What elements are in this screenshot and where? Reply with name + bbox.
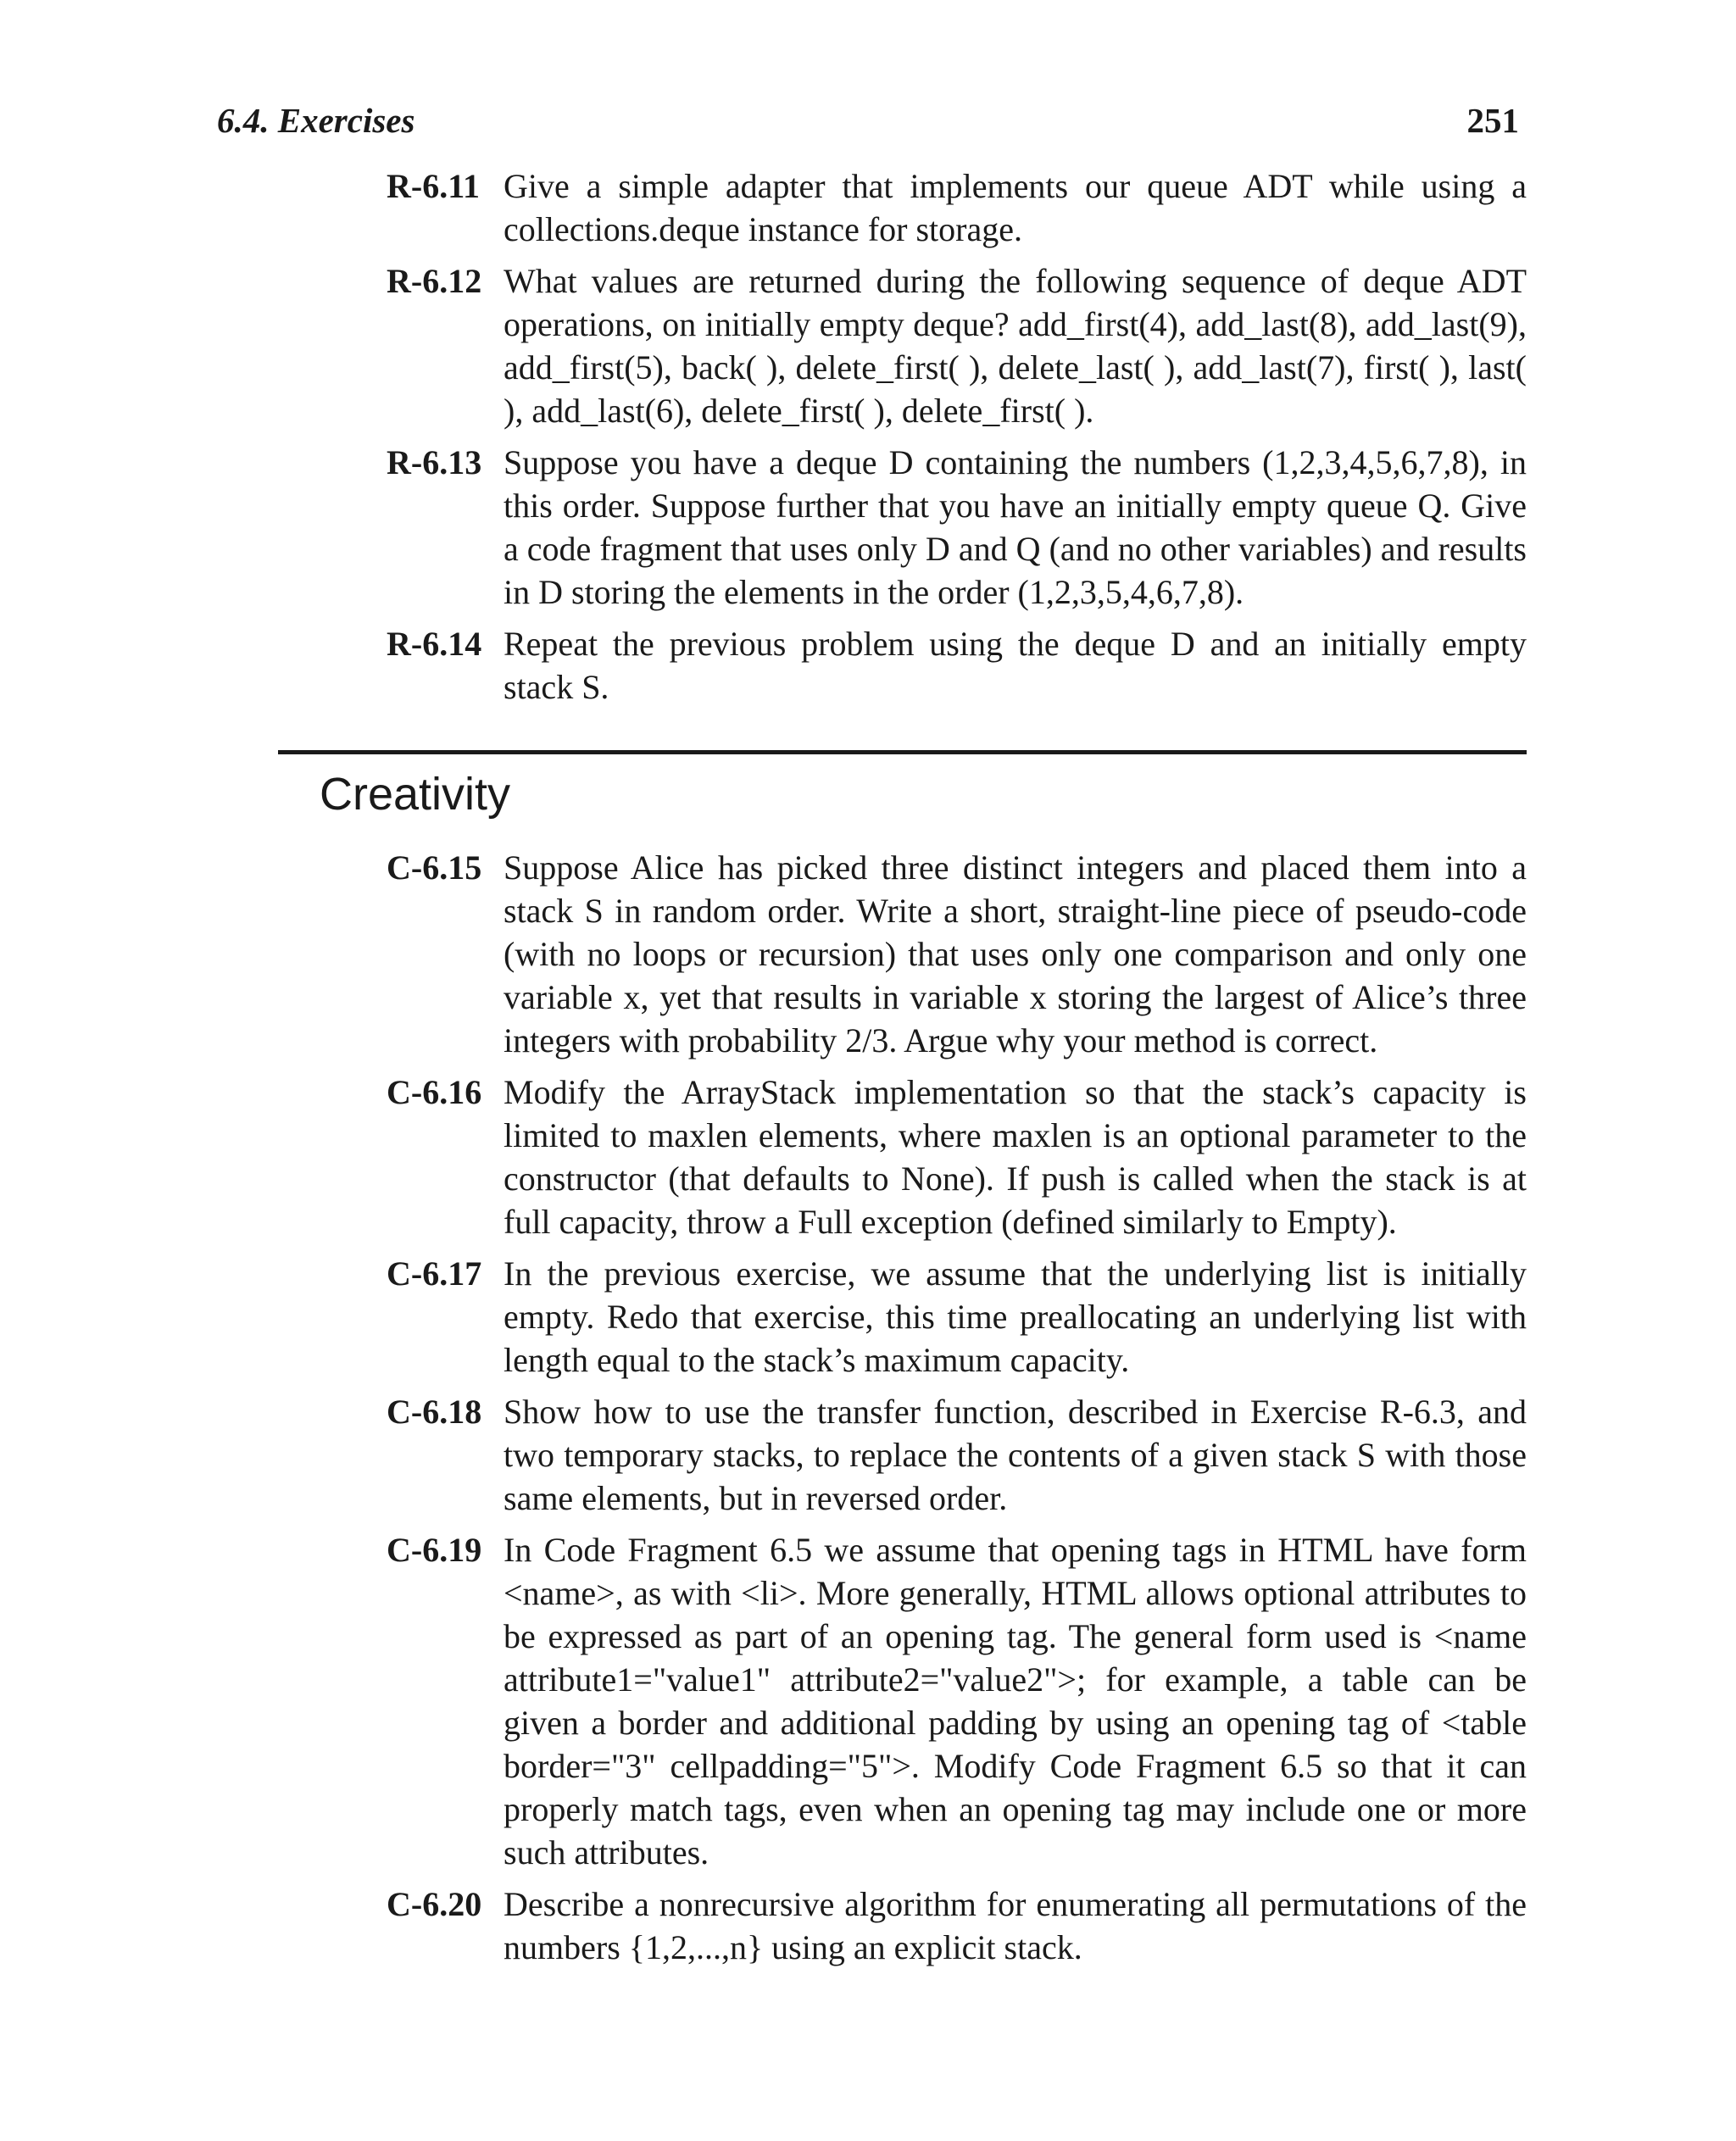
exercise-text: Suppose Alice has picked three distinct integers and placed them into a stack S in random order. Write a short, straight-line piece of pseudo-code (with no loops or recursion) that uses only one comparison and only one variable x, yet that results in variable x storing the largest of Alice’s three integers with probability 2/3. Argue why your method is correct. (504, 848, 1527, 1059)
exercise-label: R-6.11 (387, 167, 480, 205)
exercise-item (387, 259, 1527, 432)
exercise-text: Repeat the previous problem using the deque D and an initially empty stack S. (504, 625, 1527, 706)
exercise-item (387, 1070, 1527, 1243)
exercise-item (387, 1390, 1527, 1520)
exercise-label: C-6.18 (387, 1393, 482, 1431)
section-title: 6.4. Exercises (217, 101, 415, 140)
exercise-item (387, 1882, 1527, 1969)
exercise-label: C-6.15 (387, 848, 482, 887)
section-divider (278, 750, 1527, 754)
exercise-label: C-6.16 (387, 1073, 482, 1111)
exercise-text: Suppose you have a deque D containing the numbers (1,2,3,4,5,6,7,8), in this order. Suppose further that you have an initially empty queue Q. Give a code fragment that uses only D and Q (and no other variables) and results in D storing the elements in the order (1,2,3,5,4,6,7,8). (504, 443, 1527, 611)
exercise-label: C-6.20 (387, 1885, 482, 1923)
exercise-text: In the previous exercise, we assume that the underlying list is initially empty. Redo that exercise, this time preallocating an underlying list with length equal to the stack’s maximum capacity. (504, 1254, 1527, 1379)
exercise-label: C-6.17 (387, 1254, 482, 1293)
exercise-label: C-6.19 (387, 1531, 482, 1569)
exercise-text: Give a simple adapter that implements our queue ADT while using a collections.deque instance for storage. (504, 167, 1527, 248)
exercise-item (387, 1252, 1527, 1382)
page-number: 251 (1466, 101, 1519, 140)
exercise-label: R-6.14 (387, 625, 482, 663)
exercise-label: R-6.13 (387, 443, 482, 481)
exercise-item (387, 164, 1527, 251)
exercise-text: Show how to use the transfer function, described in Exercise R-6.3, and two temporary stacks, to replace the contents of a given stack S with those same elements, but in reversed order. (504, 1393, 1527, 1517)
exercise-label: R-6.12 (387, 262, 482, 300)
exercise-text: In Code Fragment 6.5 we assume that opening tags in HTML have form <name>, as with <li>. More generally, HTML allows optional attributes to be expressed as part of an opening tag. The general form used is <name attribute1="value1" attribute2="value2">; for example, a table can be given a border and additional padding by using an opening tag of <table border="3" cellpadding="5">. Modify Code Fragment 6.5 so that it can properly match tags, even when an opening tag may include one or more such attributes. (504, 1531, 1527, 1871)
exercise-text: Modify the ArrayStack implementation so that the stack’s capacity is limited to maxlen elements, where maxlen is an optional parameter to the constructor (that defaults to None). If push is called when the stack is at full capacity, throw a Full exception (defined similarly to Empty). (504, 1073, 1527, 1241)
exercise-item (387, 1528, 1527, 1874)
exercise-text: What values are returned during the following sequence of deque ADT operations, on initially empty deque? add_first(4), add_last(8), add_last(9), add_first(5), back( ), delete_first( ), delete_last( ), add_last(7), first( ), last( ), add_last(6), delete_first( ), delete_first( ). (504, 262, 1527, 430)
running-head (217, 100, 1519, 147)
section-heading-creativity: Creativity (320, 769, 511, 820)
exercise-item (387, 622, 1527, 709)
exercise-item (387, 441, 1527, 614)
exercise-item (387, 846, 1527, 1062)
review-exercises (387, 164, 1527, 717)
exercise-text: Describe a nonrecursive algorithm for enumerating all permutations of the numbers {1,2,...,n} using an explicit stack. (504, 1885, 1527, 1966)
creativity-exercises (387, 846, 1527, 1977)
